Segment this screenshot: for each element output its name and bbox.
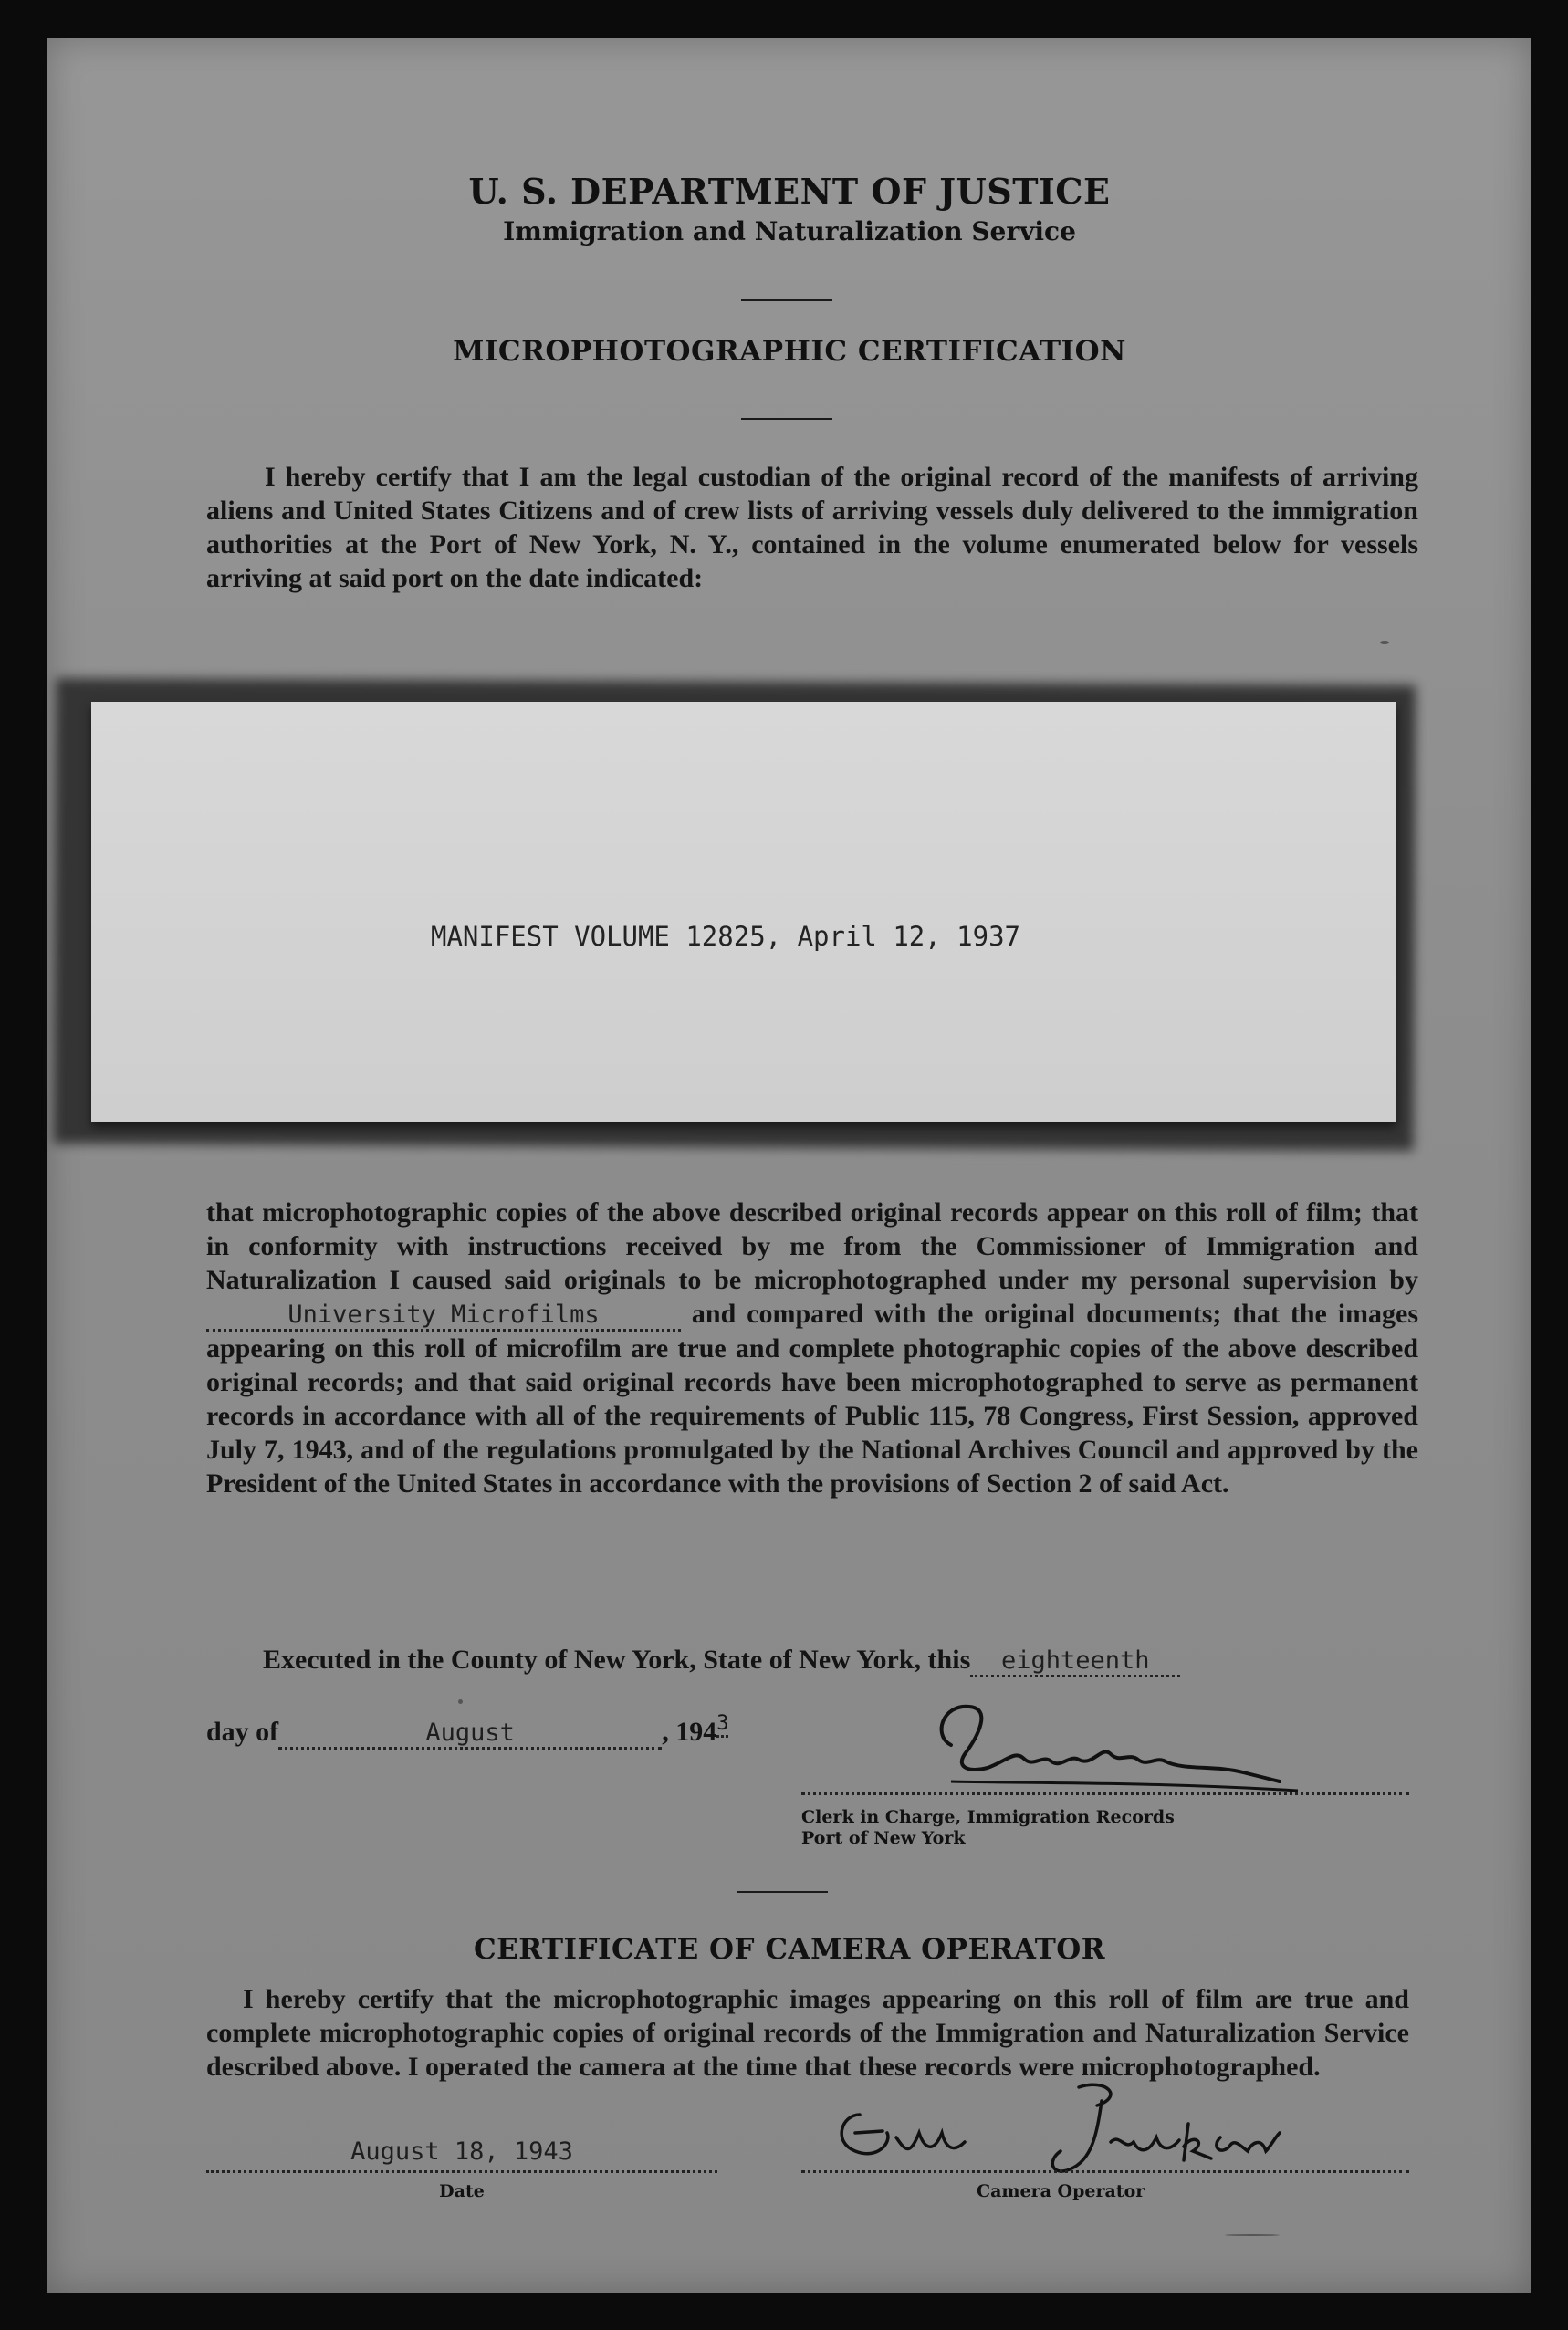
company-fill-field: University Microfilms <box>206 1301 681 1332</box>
clerk-port: Port of New York <box>801 1828 966 1848</box>
manifest-volume-label: MANIFEST VOLUME 12825, April 12, 1937 <box>431 921 1021 952</box>
divider-rule <box>741 418 832 420</box>
intro-paragraph: I hereby certify that I am the legal custodian of the original record of the manifests of arriving aliens and United States Citizens and of crew lists of arriving vessels duly delivered to the immigration authorities at the Port of New York, N. Y., contained in the volume enumerated below for vessels arriving at said port on the date indicated: <box>206 462 1418 593</box>
manifest-volume-text <box>91 921 1396 952</box>
agency-subtitle: Immigration and Naturalization Service <box>503 216 1076 246</box>
divider-rule <box>737 1891 828 1893</box>
camera-operator-signature <box>805 2060 1316 2188</box>
executed-line <box>263 1643 1422 1677</box>
certification-body <box>206 1196 1418 1500</box>
year-digit: 3 <box>716 1712 728 1738</box>
paper-speck <box>1225 2234 1280 2236</box>
body-part-2: and compared with the original documents; that the images appearing on this roll of microfilm are true and complete photographic copies of the above described original records; and that said original records have been microphotographed to serve as permanent records in accordance with all of the requirements of Public 115, 78 Congress, First Session, approved July 7, 1943, and of the regulations promulgated by the National Archives Council and approved by the President of the United States in accordance with the provisions of Section 2 of said Act. <box>206 1299 1419 1499</box>
date-fill-value: August 18, 1943 <box>350 2137 573 2166</box>
day-fill-field: eighteenth <box>970 1647 1180 1677</box>
document-title: MICROPHOTOGRAPHIC CERTIFICATION <box>453 335 1126 368</box>
camera-certificate-title: CERTIFICATE OF CAMERA OPERATOR <box>473 1933 1106 1966</box>
camera-operator-line <box>801 2170 1409 2173</box>
month-fill-field: August <box>278 1719 662 1750</box>
agency-title: U. S. DEPARTMENT OF JUSTICE <box>468 171 1111 212</box>
paper-speck <box>1380 641 1389 644</box>
clerk-title: Clerk in Charge, Immigration Records <box>801 1807 1175 1827</box>
executed-prefix: Executed in the County of New York, State of New York, this <box>263 1645 971 1675</box>
divider-rule <box>741 299 832 301</box>
camera-operator-label: Camera Operator <box>977 2181 1145 2201</box>
date-label: Date <box>439 2181 485 2201</box>
body-part-1: that microphotographic copies of the above described original records appear on this roll of film; that in conformity with instructions received by me from the Commissioner of Immigration and Naturalization I caused said originals to be microphotographed under my personal supervision by <box>206 1197 1418 1295</box>
camera-certificate-text: I hereby certify that the microphotographic images appearing on this roll of film are true and complete microphotographic copies of original records of the Immigration and Naturalization Service described above. I operated the camera at the time that these records were microphotographed. <box>206 1984 1409 2082</box>
day-of-line <box>206 1707 1028 1750</box>
date-line <box>206 2170 717 2173</box>
paper-speck <box>458 1699 463 1704</box>
day-of-label: day of <box>206 1717 279 1747</box>
year-prefix: , 194 <box>662 1717 717 1747</box>
certificate-page <box>47 38 1531 2293</box>
pasted-manifest-slip <box>91 702 1396 1122</box>
clerk-signature <box>915 1681 1334 1809</box>
clerk-signature-line <box>801 1792 1409 1795</box>
